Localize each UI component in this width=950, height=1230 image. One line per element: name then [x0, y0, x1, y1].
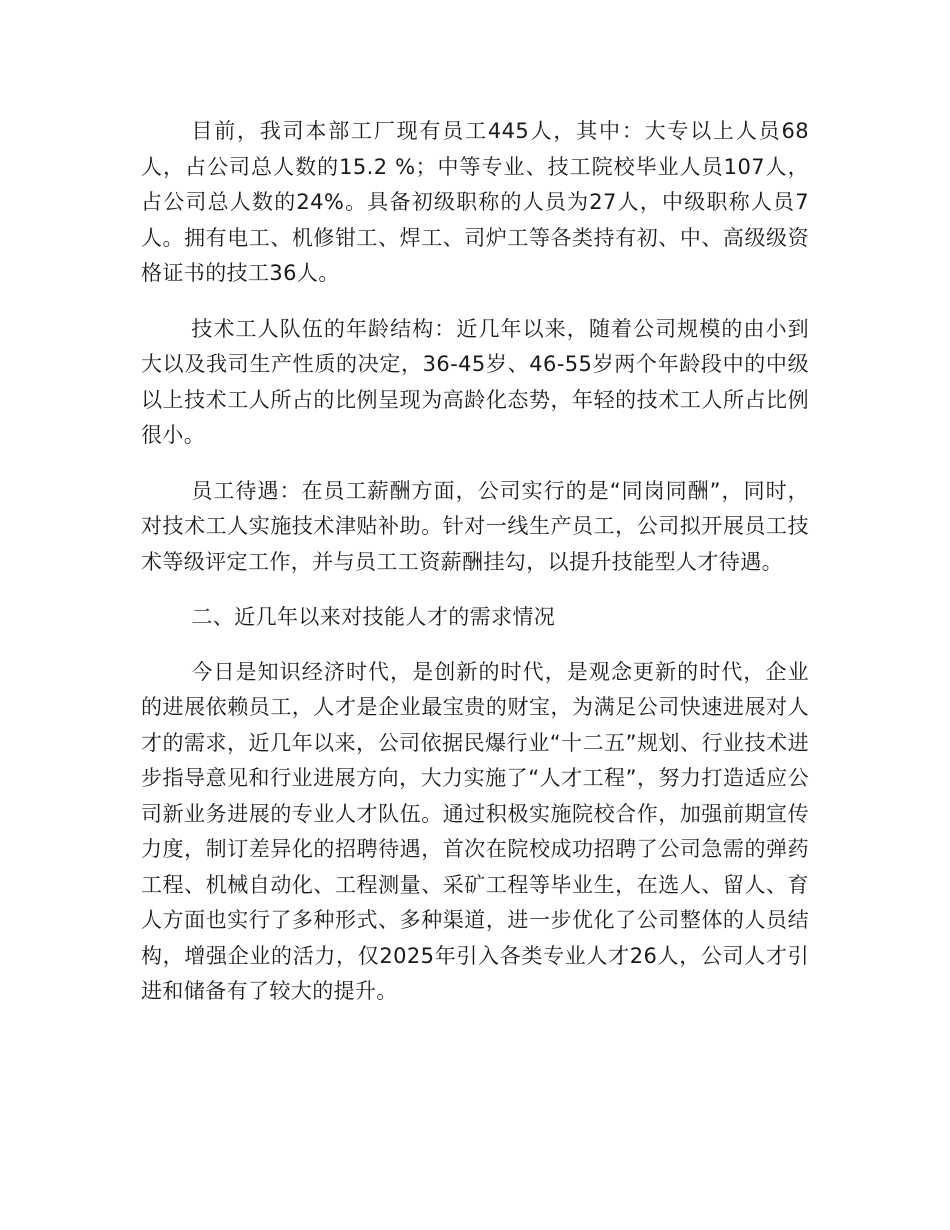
- document-body: [141, 114, 809, 1030]
- paragraph-age-structure: 技术工人队伍的年龄结构：近几年以来，随着公司规模的由小到大以及我司生产性质的决定，36-45岁、46-55岁两个年龄段中的中级以上技术工人所占的比例呈现为高龄化态势，年轻的技术工人所占比例很小。: [141, 316, 809, 447]
- section-heading-talent-demand: 二、近几年以来对技能人才的需求情况: [191, 605, 556, 629]
- paragraph-talent-demand: 今日是知识经济时代，是创新的时代，是观念更新的时代，企业的进展依赖员工，人才是企业最宝贵的财宝，为满足公司快速进展对人才的需求，近几年以来，公司依据民爆行业“十二五”规划、行业技术进步指导意见和行业进展方向，大力实施了“人才工程”，努力打造适应公司新业务进展的专业人才队伍。通过积极实施院校合作，加强前期宣传力度，制订差异化的招聘待遇，首次在院校成功招聘了公司急需的弹药工程、机械自动化、工程测量、采矿工程等毕业生，在选人、留人、育人方面也实行了多种形式、多种渠道，进一步优化了公司整体的人员结构，增强企业的活力，仅2025年引入各类专业人才26人，公司人才引进和储备有了较大的提升。: [141, 659, 809, 1003]
- paragraph-staff-overview: 目前，我司本部工厂现有员工445人，其中：大专以上人员68人，占公司总人数的15.2 %；中等专业、技工院校毕业人员107人，占公司总人数的24%。具备初级职称的人员为27人，中级职称人员7人。拥有电工、机修钳工、焊工、司炉工等各类持有初、中、高级级资格证书的技工36人。: [141, 119, 809, 285]
- paragraph-employee-benefits: 员工待遇：在员工薪酬方面，公司实行的是“同岗同酬”，同时，对技术工人实施技术津贴补助。针对一线生产员工，公司拟开展员工技术等级评定工作，并与员工工资薪酬挂勾，以提升技能型人才待遇。: [141, 478, 809, 574]
